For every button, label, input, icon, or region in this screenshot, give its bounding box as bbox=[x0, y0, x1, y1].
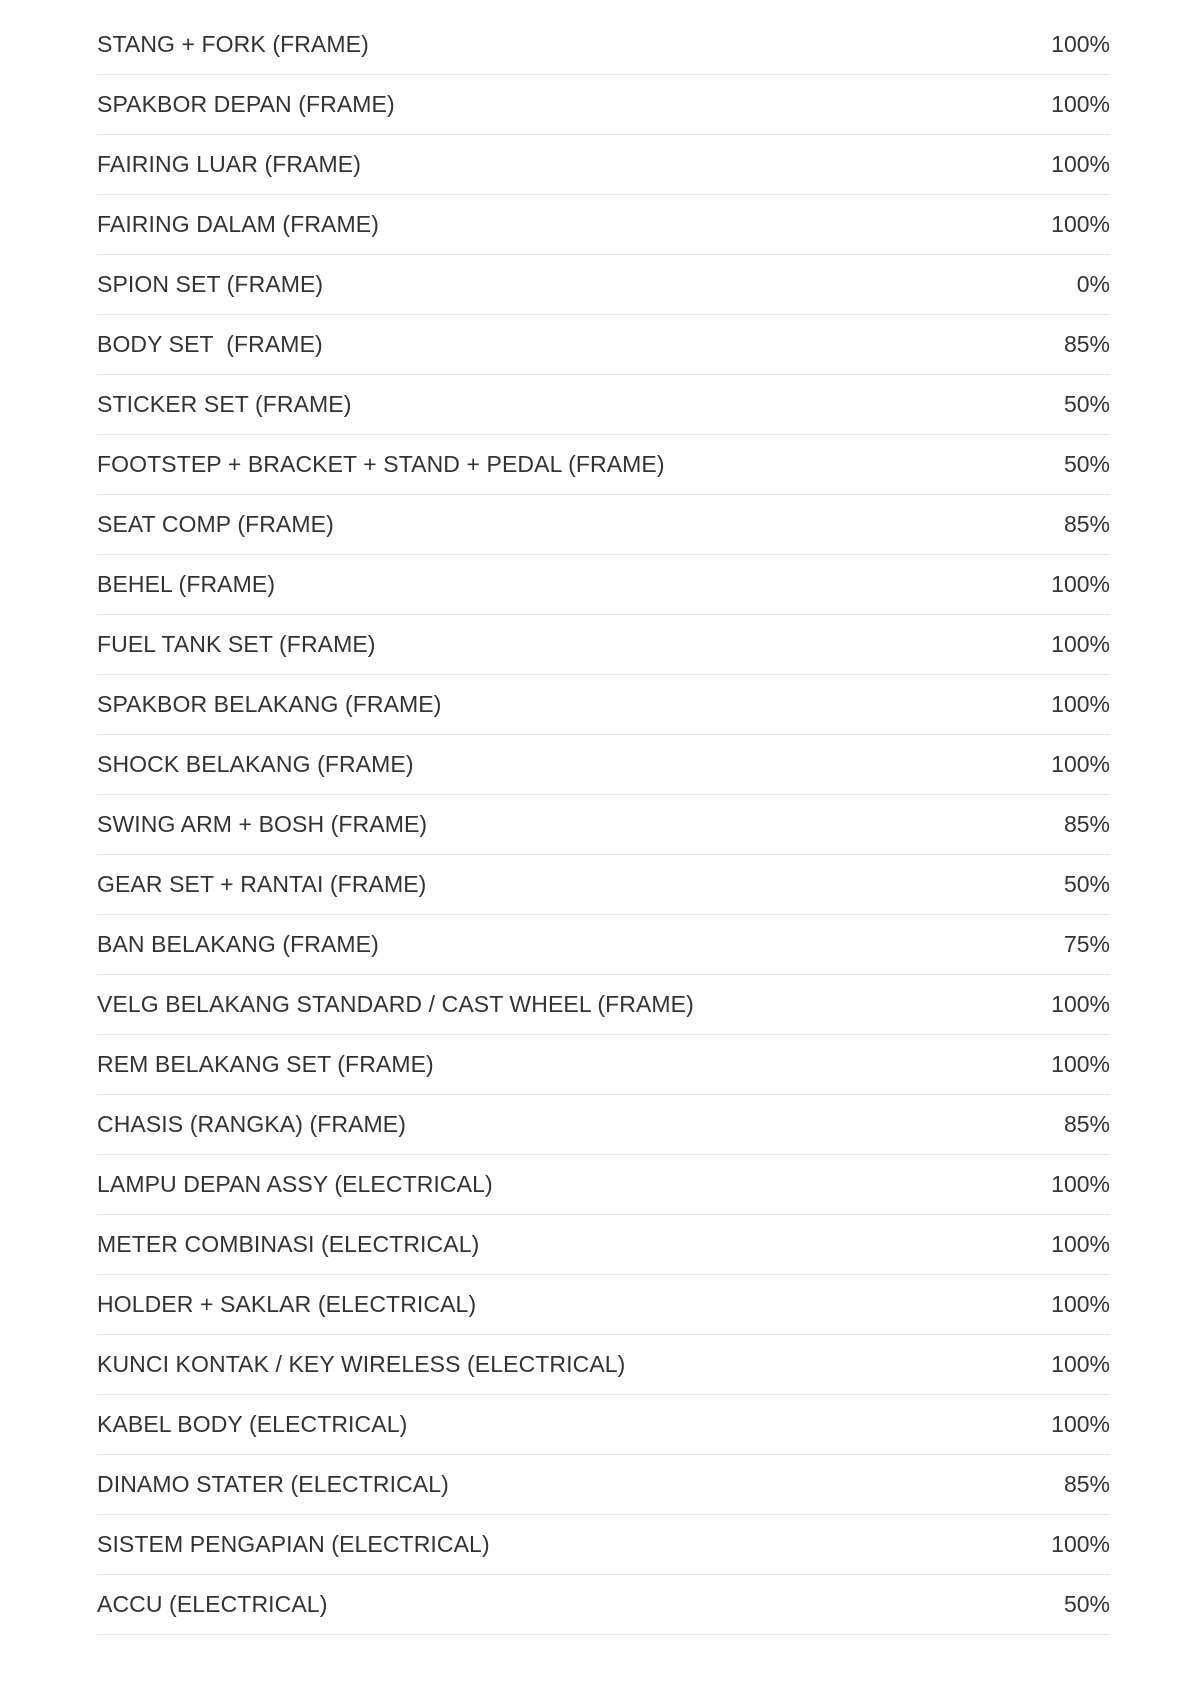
item-percentage: 0% bbox=[1076, 271, 1110, 297]
item-percentage: 100% bbox=[1051, 631, 1110, 657]
item-label: GEAR SET + RANTAI (FRAME) bbox=[97, 871, 427, 897]
list-item bbox=[97, 795, 1110, 855]
item-label: SWING ARM + BOSH (FRAME) bbox=[97, 811, 428, 837]
item-percentage: 100% bbox=[1051, 1231, 1110, 1257]
item-percentage: 85% bbox=[1063, 511, 1110, 537]
list-item bbox=[97, 675, 1110, 735]
item-percentage: 100% bbox=[1051, 91, 1110, 117]
item-percentage: 50% bbox=[1063, 391, 1110, 417]
item-percentage: 100% bbox=[1051, 991, 1110, 1017]
list-item bbox=[97, 495, 1110, 555]
item-percentage: 50% bbox=[1063, 1591, 1110, 1617]
item-label: DINAMO STATER (ELECTRICAL) bbox=[97, 1471, 449, 1497]
list-item bbox=[97, 1455, 1110, 1515]
item-percentage: 100% bbox=[1051, 151, 1110, 177]
item-percentage: 100% bbox=[1051, 1051, 1110, 1077]
item-label: FUEL TANK SET (FRAME) bbox=[97, 631, 376, 657]
list-item bbox=[97, 555, 1110, 615]
item-label: KUNCI KONTAK / KEY WIRELESS (ELECTRICAL) bbox=[97, 1351, 626, 1377]
item-label: REM BELAKANG SET (FRAME) bbox=[97, 1051, 434, 1077]
list-item bbox=[97, 195, 1110, 255]
item-percentage: 100% bbox=[1051, 1171, 1110, 1197]
item-percentage: 50% bbox=[1063, 451, 1110, 477]
item-label: CHASIS (RANGKA) (FRAME) bbox=[97, 1111, 406, 1137]
item-percentage: 100% bbox=[1051, 1411, 1110, 1437]
list-item bbox=[97, 1335, 1110, 1395]
item-label: SPAKBOR BELAKANG (FRAME) bbox=[97, 691, 442, 717]
item-label: FOOTSTEP + BRACKET + STAND + PEDAL (FRAME) bbox=[97, 451, 665, 477]
list-item bbox=[97, 435, 1110, 495]
item-percentage: 85% bbox=[1063, 1111, 1110, 1137]
item-label: BODY SET (FRAME) bbox=[97, 331, 323, 357]
item-percentage: 100% bbox=[1051, 571, 1110, 597]
list-item bbox=[97, 1395, 1110, 1455]
list-item bbox=[97, 1155, 1110, 1215]
list-item bbox=[97, 1275, 1110, 1335]
list-item bbox=[97, 855, 1110, 915]
item-label: SISTEM PENGAPIAN (ELECTRICAL) bbox=[97, 1531, 490, 1557]
list-item bbox=[97, 375, 1110, 435]
item-label: SHOCK BELAKANG (FRAME) bbox=[97, 751, 414, 777]
inspection-list bbox=[97, 15, 1110, 1635]
item-label: SPAKBOR DEPAN (FRAME) bbox=[97, 91, 395, 117]
list-item bbox=[97, 735, 1110, 795]
item-label: BEHEL (FRAME) bbox=[97, 571, 276, 597]
item-label: METER COMBINASI (ELECTRICAL) bbox=[97, 1231, 480, 1257]
item-label: ACCU (ELECTRICAL) bbox=[97, 1591, 328, 1617]
item-percentage: 100% bbox=[1051, 1531, 1110, 1557]
list-item bbox=[97, 1575, 1110, 1635]
list-item bbox=[97, 135, 1110, 195]
item-percentage: 85% bbox=[1063, 331, 1110, 357]
list-item bbox=[97, 915, 1110, 975]
list-item bbox=[97, 975, 1110, 1035]
item-percentage: 100% bbox=[1051, 31, 1110, 57]
item-label: FAIRING DALAM (FRAME) bbox=[97, 211, 379, 237]
item-label: FAIRING LUAR (FRAME) bbox=[97, 151, 361, 177]
list-item bbox=[97, 75, 1110, 135]
list-item bbox=[97, 615, 1110, 675]
item-label: VELG BELAKANG STANDARD / CAST WHEEL (FRAME) bbox=[97, 991, 694, 1017]
item-label: LAMPU DEPAN ASSY (ELECTRICAL) bbox=[97, 1171, 493, 1197]
item-label: STICKER SET (FRAME) bbox=[97, 391, 352, 417]
item-percentage: 100% bbox=[1051, 751, 1110, 777]
list-item bbox=[97, 1515, 1110, 1575]
list-item bbox=[97, 315, 1110, 375]
list-item bbox=[97, 1035, 1110, 1095]
item-label: HOLDER + SAKLAR (ELECTRICAL) bbox=[97, 1291, 477, 1317]
item-label: SEAT COMP (FRAME) bbox=[97, 511, 334, 537]
item-percentage: 75% bbox=[1063, 931, 1110, 957]
list-item bbox=[97, 255, 1110, 315]
item-percentage: 85% bbox=[1063, 811, 1110, 837]
item-percentage: 100% bbox=[1051, 1351, 1110, 1377]
item-percentage: 50% bbox=[1063, 871, 1110, 897]
item-percentage: 100% bbox=[1051, 1291, 1110, 1317]
list-item bbox=[97, 15, 1110, 75]
item-percentage: 85% bbox=[1063, 1471, 1110, 1497]
item-percentage: 100% bbox=[1051, 211, 1110, 237]
item-percentage: 100% bbox=[1051, 691, 1110, 717]
list-item bbox=[97, 1215, 1110, 1275]
item-label: STANG + FORK (FRAME) bbox=[97, 31, 369, 57]
item-label: KABEL BODY (ELECTRICAL) bbox=[97, 1411, 408, 1437]
item-label: BAN BELAKANG (FRAME) bbox=[97, 931, 379, 957]
item-label: SPION SET (FRAME) bbox=[97, 271, 324, 297]
list-item bbox=[97, 1095, 1110, 1155]
